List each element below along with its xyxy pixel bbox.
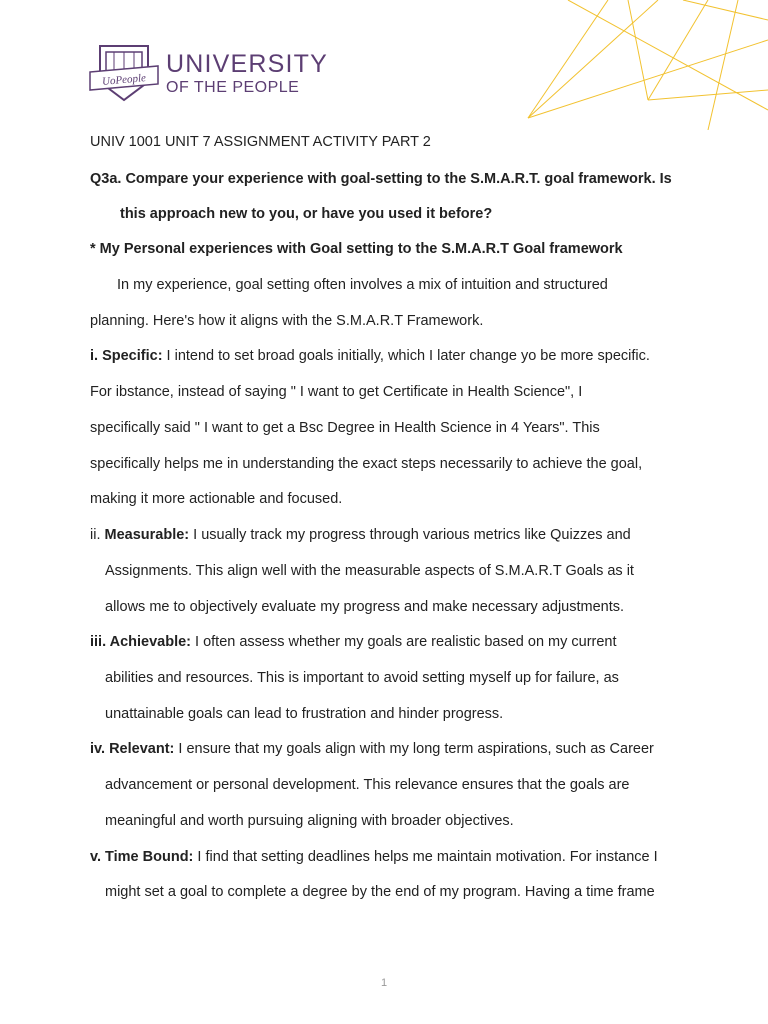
page-number: 1 — [380, 977, 388, 989]
relevant-paragraph — [90, 741, 654, 757]
timebound-line-2: might set a goal to complete a degree by the end of my program. Having a time frame — [105, 884, 655, 900]
question-line-2: this approach new to you, or have you used it before? — [120, 206, 493, 222]
relevant-line-2: advancement or personal development. This relevance ensures that the goals are — [105, 777, 630, 793]
specific-label: i. Specific: — [90, 348, 163, 364]
specific-line-5: making it more actionable and focused. — [90, 491, 343, 507]
timebound-paragraph — [90, 849, 658, 865]
logo-badge-text: UoPeople — [101, 72, 147, 88]
achievable-paragraph — [90, 634, 617, 650]
relevant-line-3: meaningful and worth pursuing aligning with broader objectives. — [105, 813, 514, 829]
intro-line-1: In my experience, goal setting often involves a mix of intuition and structured — [117, 277, 608, 293]
specific-text: I intend to set broad goals initially, which I later change yo be more specific. — [162, 348, 650, 364]
logo-line-of-the-people: OF THE PEOPLE — [166, 79, 300, 96]
relevant-text: I ensure that my goals align with my long term aspirations, such as Career — [174, 741, 654, 757]
specific-paragraph — [90, 348, 650, 364]
decorative-lines-graphic — [508, 0, 768, 130]
section-subheading: * My Personal experiences with Goal setting to the S.M.A.R.T Goal framework — [90, 241, 623, 257]
measurable-text: I usually track my progress through various metrics like Quizzes and — [189, 527, 631, 543]
achievable-line-2: abilities and resources. This is important to avoid setting myself up for failure, as — [105, 670, 619, 686]
university-logo — [88, 42, 328, 108]
logo-wordmark — [166, 50, 328, 98]
measurable-paragraph — [90, 527, 631, 543]
shield-emblem-icon — [88, 42, 160, 108]
measurable-line-3: allows me to objectively evaluate my progress and make necessary adjustments. — [105, 599, 625, 615]
question-line-1: Q3a. Compare your experience with goal-setting to the S.M.A.R.T. goal framework. Is — [90, 171, 672, 187]
achievable-text: I often assess whether my goals are realistic based on my current — [191, 634, 617, 650]
relevant-label: iv. Relevant: — [90, 741, 175, 757]
measurable-label: Measurable: — [104, 527, 190, 543]
specific-line-3: specifically said " I want to get a Bsc Degree in Health Science in 4 Years". This — [90, 420, 600, 436]
document-title: UNIV 1001 UNIT 7 ASSIGNMENT ACTIVITY PART 2 — [90, 134, 431, 150]
logo-line-university: UNIVERSITY — [166, 50, 329, 78]
intro-line-2: planning. Here's how it aligns with the S.M.A.R.T Framework. — [90, 313, 484, 329]
measurable-line-2: Assignments. This align well with the measurable aspects of S.M.A.R.T Goals as it — [105, 563, 634, 579]
timebound-label: v. Time Bound: — [90, 849, 194, 865]
achievable-line-3: unattainable goals can lead to frustration and hinder progress. — [105, 706, 504, 722]
measurable-prefix: ii. — [90, 527, 105, 543]
achievable-label: iii. Achievable: — [90, 634, 191, 650]
specific-line-2: For ibstance, instead of saying " I want to get Certificate in Health Science", I — [90, 384, 583, 400]
specific-line-4: specifically helps me in understanding the exact steps necessarily to achieve the goal, — [90, 456, 643, 472]
timebound-text: I find that setting deadlines helps me maintain motivation. For instance I — [193, 849, 658, 865]
